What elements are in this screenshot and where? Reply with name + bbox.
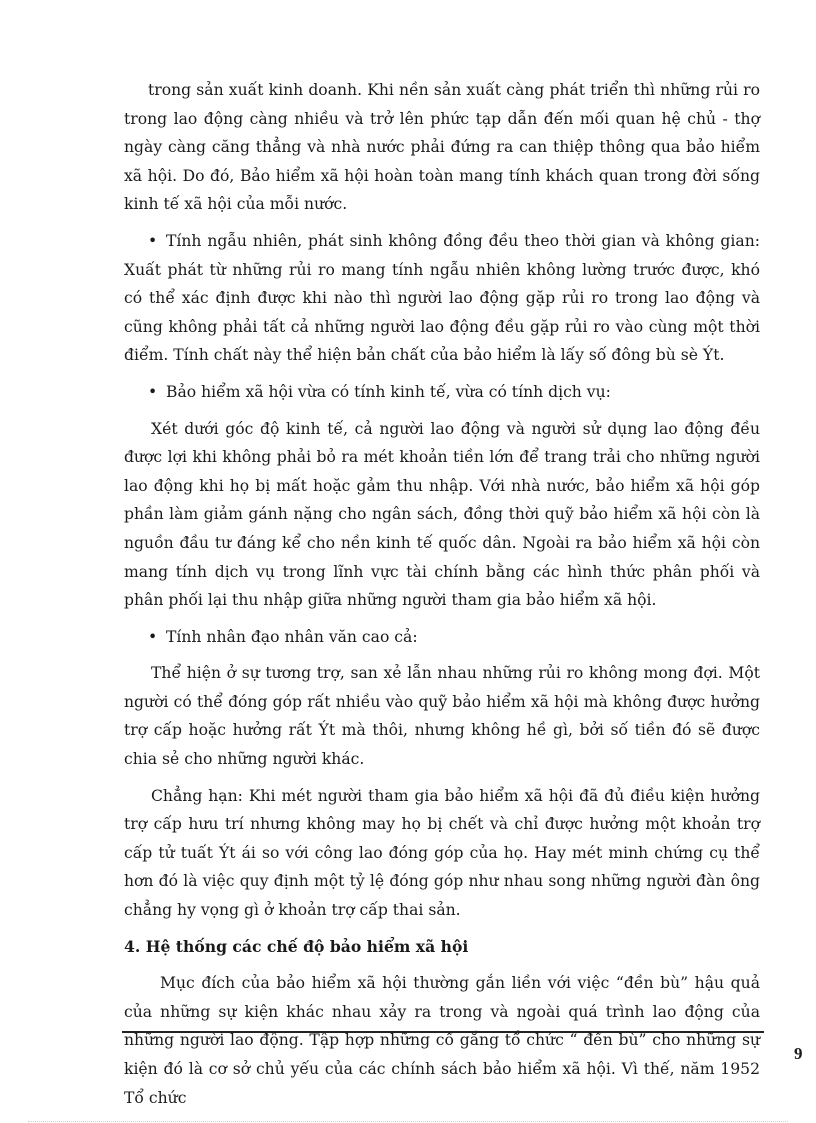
paragraph-intro: trong sản xuất kinh doanh. Khi nền sản xuất càng phát triển thì những rủi ro trong lao động càng nhiều và trở lên phức tạp dẫn đến mối quan hệ chủ - thợ ngày càng căng thẳng và nhà nước phải đứng ra can thiệp thông qua bảo hiểm xã hội. Do đó, Bảo hiểm xã hội hoàn toàn mang tính khách quan trong đời sống kinh tế xã hội của mỗi nước. [124, 81, 760, 214]
paragraph-example: Chẳng hạn: Khi mét người tham gia bảo hiểm xã hội đã đủ điều kiện hưởng trợ cấp hưu trí nhưng không may họ bị chết và chỉ được hưởng một khoản trợ cấp tử tuất Ýt ái so với công lao đóng góp của họ. Hay mét minh chứng cụ thể hơn đó là việc quy định một tỷ lệ đóng góp như nhau song những người đàn ông chẳng hy vọng gì ở khoản trợ cấp thai sản. [124, 786, 760, 920]
paragraph-mutual-support: Thể hiện ở sự tương trợ, san xẻ lẫn nhau những rủi ro không mong đợi. Một người có thể đóng góp rất nhiều vào quỹ bảo hiểm xã hội mà không được hưởng trợ cấp hoặc hưởng rất Ýt mà thôi, nhưng không hề gì, bởi số tiền đó sẽ được chia sẻ cho những người khác. [124, 664, 760, 769]
footer-rule [122, 1031, 764, 1033]
paragraph-economic: Xét dưới góc độ kinh tế, cả người lao động và người sử dụng lao động đều được lợi khi không phải bỏ ra mét khoản tiền lớn để trang trải cho những người lao động khi họ bị mất hoặc gảm thu nhập. Với nhà nước, bảo hiểm xã hội góp phần làm giảm gánh nặng cho ngân sách, đồng thời quỹ bảo hiểm xã hội còn là nguồn đầu tư đáng kể cho nền kinh tế quốc dân. Ngoài ra bảo hiểm xã hội còn mang tính dịch vụ trong lĩnh vực tài chính bằng các hình thức phân phối và phân phối lại thu nhập giữa những người tham gia bảo hiểm xã hội. [124, 419, 760, 610]
bullet-text: Bảo hiểm xã hội vừa có tính kinh tế, vừa có tính dịch vụ: [166, 382, 611, 401]
bullet-item-randomness [124, 227, 760, 370]
bullet-item-humanity [124, 623, 760, 652]
bullet-text: Tính nhân đạo nhân văn cao cả: [166, 627, 418, 646]
bullet-icon: • [148, 382, 158, 401]
page-number: 9 [794, 1044, 803, 1063]
section-heading: 4. Hệ thống các chế độ bảo hiểm xã hội [124, 936, 469, 956]
page-body [124, 76, 760, 1112]
paragraph-purpose: Mục đích của bảo hiểm xã hội thường gắn liền với việc “đền bù” hậu quả của những sự kiện khác nhau xảy ra trong và ngoài quá trình lao động của những người lao động. Tập hợp những cố gắng tổ chức “ đền bù” cho những sự kiện đó là cơ sở chủ yếu của các chính sách bảo hiểm xã hội. Vì thế, năm 1952 Tổ chức [124, 974, 760, 1107]
bullet-text: Tính ngẫu nhiên, phát sinh không đồng đều theo thời gian và không gian: Xuất phát từ những rủi ro mang tính ngẫu nhiên không lường trước được, khó có thể xác định được khi nào thì người lao động gặp rủi ro trong lao động và cũng không phải tất cả những người lao động đều gặp rủi ro vào cùng một thời điểm. Tính chất này thể hiện bản chất của bảo hiểm là lấy số đông bù sè Ýt. [124, 231, 760, 365]
bullet-item-economic-service [124, 378, 760, 407]
bullet-icon: • [148, 231, 158, 250]
page-bottom-border [28, 1121, 788, 1122]
bullet-icon: • [148, 627, 158, 646]
